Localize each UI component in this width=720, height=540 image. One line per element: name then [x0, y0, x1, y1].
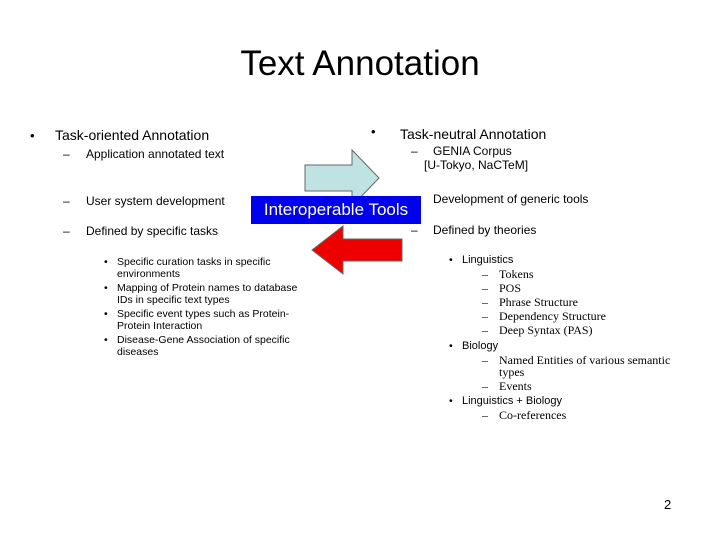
left-subitem: Protein Interaction [117, 320, 203, 332]
dash: – [482, 408, 488, 422]
bullet-dot: • [104, 334, 108, 346]
left-arrow-shape [312, 226, 402, 274]
linguistics-label: Linguistics [462, 254, 514, 266]
slide-title: Text Annotation [240, 44, 480, 83]
left-subitem: IDs in specific text types [117, 294, 230, 306]
right-item: Defined by theories [433, 223, 537, 237]
dash: – [482, 295, 488, 309]
dash: – [63, 147, 70, 161]
left-item: User system development [86, 194, 225, 208]
left-subitem: diseases [117, 346, 159, 358]
bullet-dot: • [104, 256, 108, 268]
dash: – [482, 267, 488, 281]
linguistics-item: Tokens [499, 267, 534, 281]
left-subitem: Specific event types such as Protein- [117, 308, 290, 320]
linguistics-item: POS [499, 281, 522, 295]
left-subitem: Specific curation tasks in specific [117, 256, 271, 268]
right-item: Development of generic tools [433, 192, 589, 206]
bullet-dot: • [30, 128, 35, 143]
dash: – [411, 223, 418, 237]
dash: – [482, 353, 488, 367]
biology-item: Events [499, 379, 532, 393]
left-subitem: Mapping of Protein names to database [117, 282, 298, 294]
biology-label: Biology [462, 340, 499, 352]
dash: – [482, 379, 488, 393]
combined-label: Linguistics + Biology [462, 395, 562, 407]
dash: – [63, 224, 70, 238]
dash: – [63, 194, 70, 208]
dash: – [482, 323, 488, 337]
linguistics-item: Deep Syntax (PAS) [499, 323, 593, 337]
bullet-dot: • [104, 308, 108, 320]
bullet-dot: • [104, 282, 108, 294]
biology-item: types [499, 365, 525, 379]
right-item: GENIA Corpus [433, 144, 512, 158]
combined-item: Co-references [499, 408, 567, 422]
linguistics-item: Phrase Structure [499, 295, 578, 309]
biology-item: Named Entities of various semantic [499, 353, 671, 367]
left-subitem: Disease-Gene Association of specific [117, 334, 290, 346]
right-item: [U-Tokyo, NaCTeM] [424, 158, 529, 172]
left-item: Defined by specific tasks [86, 224, 219, 238]
left-subitem: environments [117, 268, 181, 280]
bullet-dot: • [449, 395, 453, 407]
right-heading: Task-neutral Annotation [400, 126, 547, 142]
dash: – [482, 309, 488, 323]
bullet-dot: • [449, 254, 453, 266]
interoperable-tools-label: Interoperable Tools [251, 196, 421, 224]
dash: – [482, 281, 488, 295]
bullet-dot: • [371, 124, 376, 139]
bullet-dot: • [449, 340, 453, 352]
linguistics-item: Dependency Structure [499, 309, 606, 323]
left-item: Application annotated text [86, 147, 225, 161]
left-heading: Task-oriented Annotation [55, 127, 210, 143]
page-number: 2 [664, 497, 672, 512]
dash: – [411, 144, 418, 158]
